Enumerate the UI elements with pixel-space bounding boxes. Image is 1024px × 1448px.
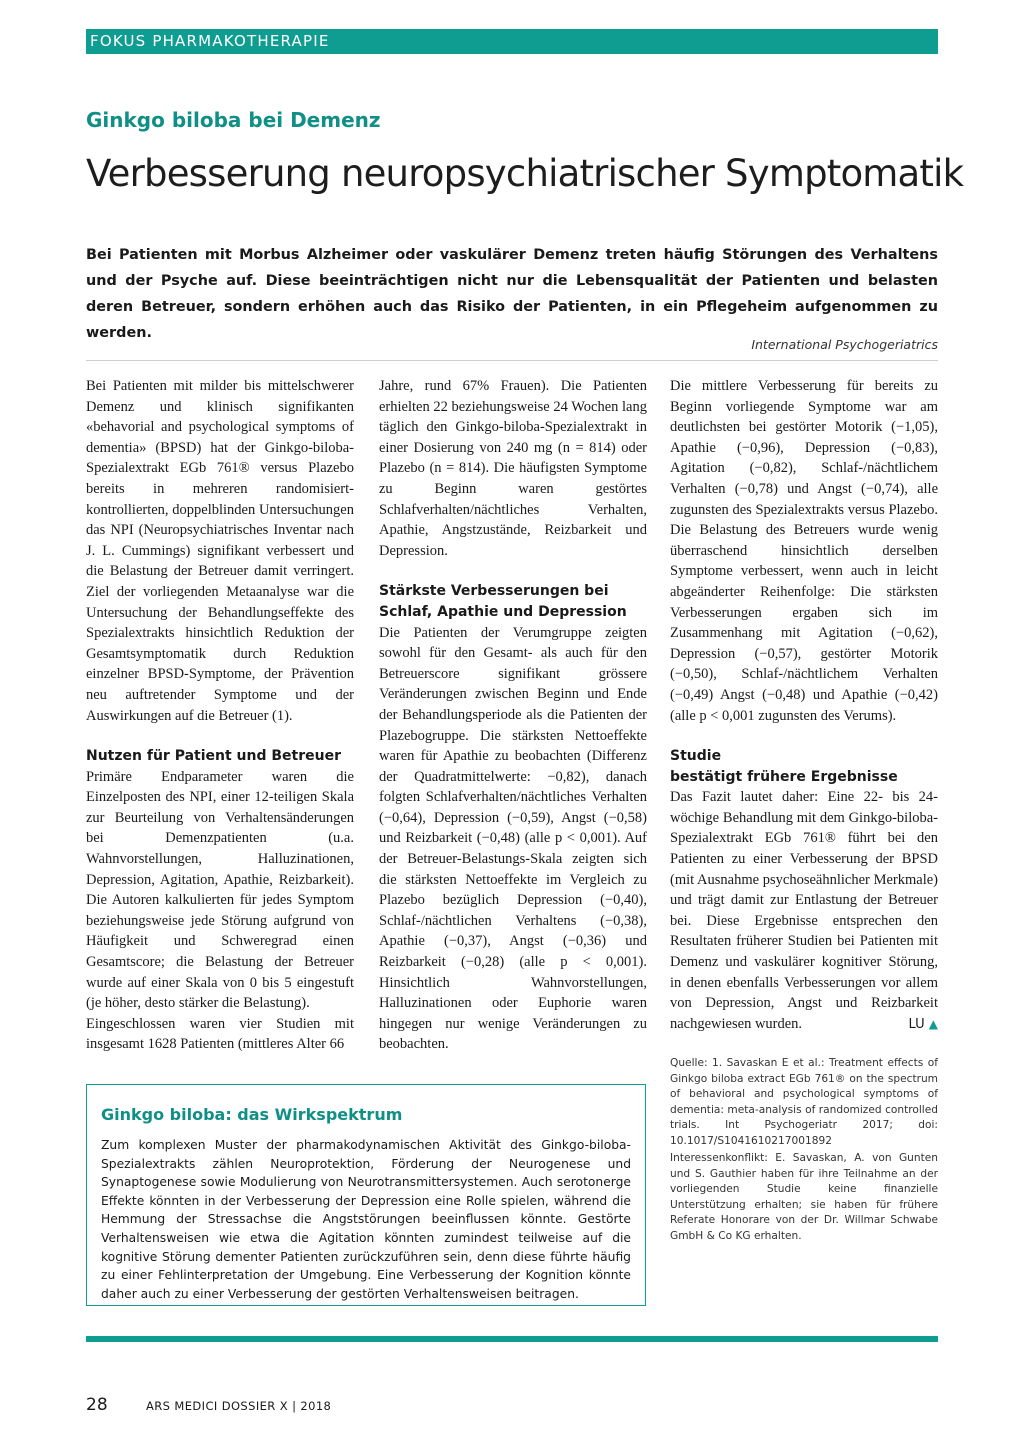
subheading: Nutzen für Patient und Betreuer bbox=[86, 748, 342, 765]
divider bbox=[86, 360, 938, 361]
paragraph-text: Das Fazit lautet daher: Eine 22- bis 24-wöchige Behandlung mit dem Ginkgo-biloba-Spezialextrakt EGb 761® führt bei den Patienten zu einer Verbesserung der BPSD (mit Ausnahme psychoseähnlicher Merkmale) und trägt damit zur Entlastung der Betreuer bei. Diese Ergebnisse entsprechen den Resultaten früherer Studien bei Patienten mit Demenz und vaskulärer kognitiver Störung, in denen ebenfalls Verbesserungen vor allem von Depression, Angst und Reizbarkeit nachgewiesen wurden. bbox=[670, 789, 938, 1032]
paragraph: Bei Patienten mit milder bis mittelschwerer Demenz und klinisch signifikanten «behavorial and psychological symptoms of dementia» (BPSD) hat der Ginkgo-biloba-Spezialextrakt EGb 761® versus Plazebo bereits in mehreren randomisiert-kontrollierten, doppelblinden Untersuchungen das NPI (Neuropsychiatrisches Inventar nach J. L. Cummings) signifikant verbessert und die Belastung der Betreuer damit verringert. Ziel der vorliegenden Metaanalyse war die Untersuchung der Behandlungseffekte des Spezialextrakts hinsichtlich Reduktion der Gesamtsymptomatik durch Reduktion einzelner BPSD-Symptome, der Prävention neu auftretender Symptome und der Auswirkungen auf die Betreuer (1). bbox=[86, 378, 354, 724]
signature-initials: LU bbox=[908, 1016, 925, 1032]
conflict-of-interest: Interessenkonflikt: E. Savaskan, A. von Gunten und S. Gauthier haben für ihre Teilnahme an der vorliegenden Studie keine finanzielle Unterstützung erhalten; sie haben für frühere Referate Honorare von der Dr. Willmar Schwabe GmbH & Co KG erhalten. bbox=[670, 1152, 938, 1242]
conflict-note bbox=[670, 1151, 938, 1245]
article-kicker: Ginkgo biloba bei Demenz bbox=[86, 108, 381, 132]
paragraph bbox=[670, 787, 938, 1034]
paragraph: Primäre Endparameter waren die Einzelposten des NPI, einer 12-teiligen Skala zur Beurteilung von Verhaltensänderungen bei Demenzpatienten (u.a. Wahnvorstellungen, Halluzinationen, Depression, Agitation, Apathie, Reizbarkeit). Die Autoren kalkulierten für jedes Symptom beziehungsweise jede Störung aufgrund von Häufigkeit und Schweregrad einen Gesamtscore; die Belastung der Betreuer wurde auf einer Skala von 0 bis 5 eingestuft (je höher, desto stärker die Belastung). bbox=[86, 768, 354, 1012]
paragraph: Die Patienten der Verumgruppe zeigten sowohl für den Gesamt- als auch für den Betreuerscore signifikant grössere Veränderungen zwischen Beginn und Ende der Behandlungsperiode als die Patienten der Plazebogruppe. Die stärksten Nettoeffekte waren für Apathie zu beobachten (Differenz der Quadratmittelwerte: −0,82), danach folgten Schlafverhalten/nächtliches Verhalten (−0,64), Depression (−0,59), Angst (−0,58) und Reizbarkeit (−0,48) (alle p < 0,001). Auf der Betreuer-Belastungs-Skala zeigten sich die stärksten Nettoeffekte im Vergleich zu Plazebo bezüglich Depression (−0,40), Schlaf-/nächtlichen Verhaltens (−0,38), Apathie (−0,37), Angst (−0,36) und Reizbarkeit (−0,28) (alle p < 0,001). Hinsichtlich Wahnvorstellungen, Halluzinationen oder Euphorie waren hingegen nur wenige Veränderungen zu beobachten. bbox=[379, 624, 647, 1053]
paragraph: Die mittlere Verbesserung für bereits zu Beginn vorliegende Symptome war am deutlichsten bei gestörter Motorik (−1,05), Apathie (−0,96), Depression (−0,83), Agitation (−0,82), Schlaf-/nächtlichem Verhalten (−0,78) und Angst (−0,74), alle zugunsten des Spezialextrakts versus Plazebo. Die Belastung des Betreuers wurde wenig überraschend hinsichtlich derselben Symptome verbessert, wenn auch in leicht abgeänderter Reihenfolge: Die stärksten Verbesserungen ergaben sich im Zusammenhang mit Agitation (−0,62), Depression (−0,57), gestörter Motorik (−0,50), Schlaf-/nächtlichem Verhalten (−0,49) Angst (−0,48) und Apathie (−0,42) (alle p < 0,001 zugunsten des Verums). bbox=[670, 378, 938, 724]
subheading: Stärkste Verbesserungen bei Schlaf, Apathie und Depression bbox=[379, 583, 627, 620]
footer-rule bbox=[86, 1336, 938, 1342]
info-box-title: Ginkgo biloba: das Wirkspektrum bbox=[101, 1105, 403, 1124]
page-number: 28 bbox=[86, 1395, 108, 1415]
paragraph: Jahre, rund 67% Frauen). Die Patienten erhielten 22 beziehungsweise 24 Wochen lang täglich den Ginkgo-biloba-Spezialextrakt in einer Dosierung von 240 mg (n = 814) oder Plazebo (n = 814). Die häufigsten Symptome zu Beginn waren gestörtes Schlafverhalten/nächtliches Verhalten, Apathie, Angstzustände, Reizbarkeit und Depression. bbox=[379, 378, 647, 559]
triangle-up-icon: ▲ bbox=[928, 1016, 938, 1031]
section-header-bar bbox=[86, 29, 938, 54]
reference: Quelle: 1. Savaskan E et al.: Treatment effects of Ginkgo biloba extract EGb 761® on the spectrum of behavioral and psychological symptoms of dementia: meta-analysis of randomized controlled trials. Int Psychogeriatr 2017; doi: 10.1017/S1041610217001892 bbox=[670, 1057, 938, 1147]
paragraph: Eingeschlossen waren vier Studien mit insgesamt 1628 Patienten (mittleres Alter 66 bbox=[86, 1015, 354, 1053]
subheading: Studie bbox=[670, 748, 722, 765]
text-column-3 bbox=[670, 376, 938, 1035]
text-column-1 bbox=[86, 376, 354, 1055]
source-note bbox=[670, 1056, 938, 1150]
info-box bbox=[86, 1084, 646, 1306]
subheading: bestätigt frühere Ergebnisse bbox=[670, 768, 898, 785]
article-source: International Psychogeriatrics bbox=[751, 337, 938, 352]
journal-name: ARS MEDICI DOSSIER X | 2018 bbox=[146, 1399, 332, 1413]
section-label: FOKUS PHARMAKOTHERAPIE bbox=[90, 32, 330, 50]
article-title: Verbesserung neuropsychiatrischer Symptomatik bbox=[86, 152, 964, 195]
article-lead: Bei Patienten mit Morbus Alzheimer oder vaskulärer Demenz treten häufig Störungen des Verhaltens und der Psyche auf. Diese beeinträchtigen nicht nur die Lebensqualität der Patienten und belasten deren Betreuer, sondern erhöhen auch das Risiko der Patienten, in ein Pflegeheim aufgenommen zu werden. bbox=[86, 247, 938, 341]
author-signature bbox=[909, 1014, 939, 1036]
text-column-2 bbox=[379, 376, 647, 1055]
info-box-text: Zum komplexen Muster der pharmakodynamischen Aktivität des Ginkgo-biloba-Spezialextrakts zählen Neuroprotektion, Förderung der Neurogenese und Synaptogenese sowie Modulierung von Neurotransmittersystemen. Auch serotonerge Effekte könnten in der Verbesserung der Depression eine Rolle spielen, während die Hemmung der Stressachse die Angststörungen beeinflussen könnte. Gestörte Verhaltensweisen wie etwa die Agitation könnten zumindest teilweise auf die kognitive Störung dementer Patienten zurückzuführen sein, denn diese führte häufig zu einer Fehlinterpretation der Umgebung. Eine Verbesserung der Kognition könnte daher auch zu einer Verbesserung der gestörten Verhaltensweisen beitragen. bbox=[101, 1138, 631, 1301]
